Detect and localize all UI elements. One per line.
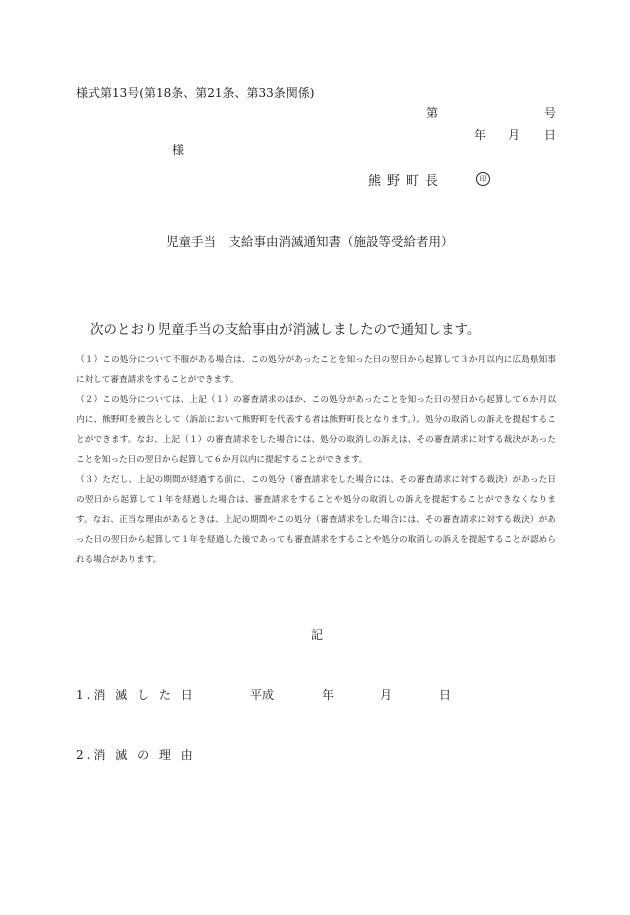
seal-icon: 印 (476, 172, 490, 186)
item1-month-label: 月 (380, 688, 393, 702)
issuer-line (368, 170, 498, 189)
document-number-prefix: 第 (426, 106, 439, 120)
date-day-label: 日 (544, 128, 557, 142)
note-2: （２）この処分については、上記（１）の審査請求のほか、この処分があったことを知った日の翌日から起算して６か月以内に、熊野町を被告として（訴訟において熊野町を代表する者は熊野町長となります。）、処分の取消しの訴えを提起することができます。なお、上記（１）の審査請求をした場合には、処分の取消しの訴えは、その審査請求に対する裁決があったことを知った日の翌日から起算して６か月以内に提起することができます。 (76, 395, 556, 465)
item1-year-label: 年 (322, 688, 335, 702)
date-month-label: 月 (508, 128, 521, 142)
note-3: （３）ただし、上記の期間が経過する前に、この処分（審査請求をした場合には、その審査請求に対する裁決）があった日の翌日から起算して１年を経過した場合は、審査請求をすることや処分の取消しの訴えを提起することができなくなります。なお、正当な理由があるときは、上記の期間やこの処分（審査請求をした場合には、その審査請求に対する裁決）があった日の翌日から起算して１年を経過した後であっても審査請求をすることや処分の取消しの訴えを提起することが認められる場合があります。 (76, 475, 556, 565)
document-title: 児童手当 支給事由消滅通知書（施設等受給者用） (166, 234, 454, 249)
issuer-name: 熊野町長 (368, 174, 445, 189)
document-number-suffix: 号 (544, 106, 557, 120)
lead-sentence: 次のとおり児童手当の支給事由が消滅しましたので通知します。 (90, 322, 481, 338)
appeal-notes (76, 350, 556, 570)
addressee-suffix: 様 (172, 143, 185, 157)
form-number: 様式第13号(第18条、第21条、第33条関係) (76, 86, 315, 100)
item1-era: 平成 (250, 688, 275, 702)
date-year-label: 年 (474, 128, 487, 142)
note-1: （１）この処分について不服がある場合は、この処分があったことを知った日の翌日から起算して３か月以内に広島県知事に対して審査請求をすることができます。 (76, 355, 556, 385)
ki-heading: 記 (311, 628, 324, 642)
item1-label: 1.消 滅 し た 日 (76, 688, 196, 702)
item2-label: 2.消 滅 の 理 由 (76, 748, 196, 762)
item1-day-label: 日 (439, 688, 452, 702)
